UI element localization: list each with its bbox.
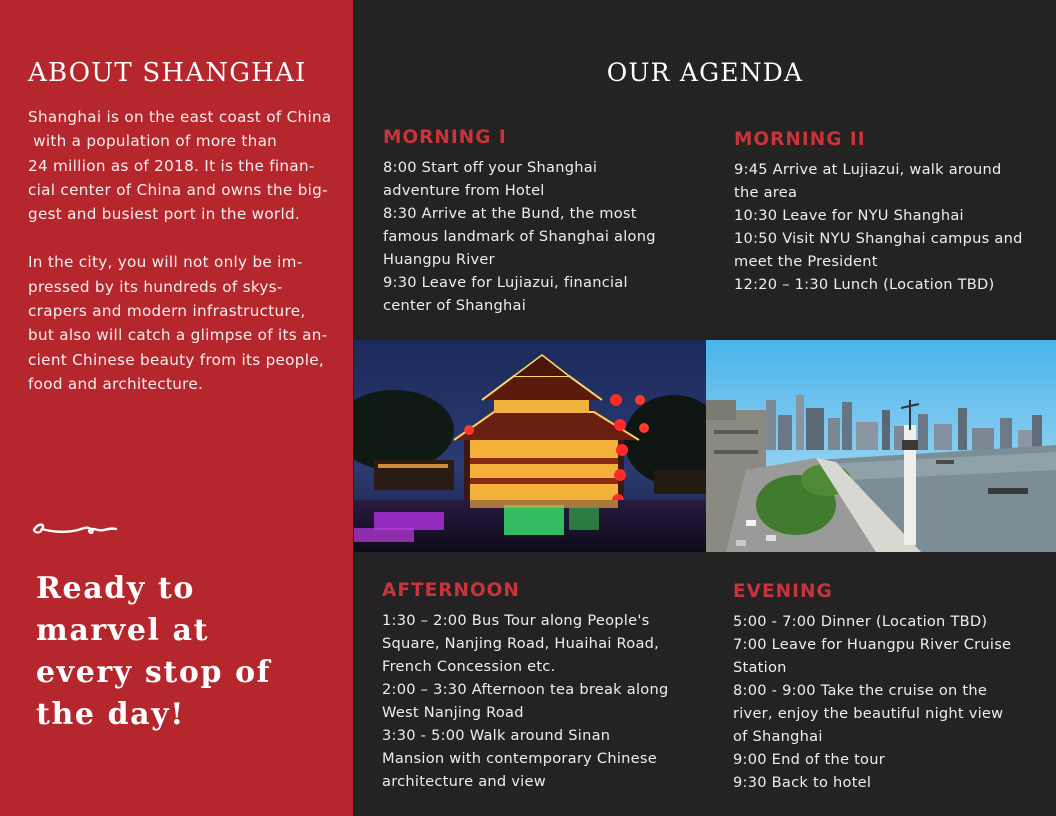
agenda-item [734,273,1023,296]
agenda-list [382,609,668,793]
about-line: with a population of more than [28,132,278,151]
about-body [28,105,340,420]
agenda-item-line: of Shanghai [733,728,823,745]
agenda-item-line: 1:30 – 2:00 Bus Tour along People's [382,612,650,629]
about-panel [0,0,353,816]
agenda-item-line: West Nanjing Road [382,704,524,721]
agenda-item-line: 2:00 – 3:30 Afternoon tea break along [382,681,669,698]
agenda-item-line: 7:00 Leave for Huangpu River Cruise [733,636,1012,653]
agenda-title: OUR AGENDA [606,58,804,87]
agenda-item-line: 12:20 – 1:30 Lunch (Location TBD) [734,276,995,293]
agenda-item [734,158,1023,204]
agenda-list [383,156,656,317]
about-line: cial center of China and owns the big- [28,180,328,199]
agenda-list [734,158,1023,296]
agenda-item-line: 9:45 Arrive at Lujiazui, walk around [734,161,1002,178]
agenda-item-line: 8:30 Arrive at the Bund, the most [383,205,637,222]
about-line: 24 million as of 2018. It is the finan- [28,156,315,175]
agenda-item [734,227,1023,273]
agenda-item-line: river, enjoy the beautiful night view [733,705,1004,722]
yuyuan-night-photo [354,340,706,552]
agenda-block-morning-2 [734,129,1023,296]
agenda-item-line: famous landmark of Shanghai along [383,228,656,245]
agenda-item-line: meet the President [734,253,878,270]
agenda-item [382,724,668,793]
agenda-item-line: Square, Nanjing Road, Huaihai Road, [382,635,660,652]
section-heading: MORNING I [383,127,507,148]
agenda-item-line: center of Shanghai [383,297,527,314]
agenda-list [733,610,1011,794]
section-heading: EVENING [733,581,833,602]
agenda-item-line: the area [734,184,798,201]
agenda-item-line: 9:30 Leave for Lujiazui, financial [383,274,628,291]
agenda-item [733,679,1011,748]
agenda-item-line: 8:00 Start off your Shanghai [383,159,598,176]
agenda-block-morning-1 [383,127,656,317]
agenda-item [383,271,656,317]
tagline-line: marvel at [36,613,210,648]
bund-skyline-photo [706,340,1056,552]
agenda-item [382,609,668,678]
agenda-item [383,202,656,271]
agenda-item-line: Station [733,659,787,676]
agenda-block-afternoon [382,580,668,793]
agenda-item-line: 9:00 End of the tour [733,751,885,768]
agenda-item-line: 10:30 Leave for NYU Shanghai [734,207,964,224]
agenda-item-line: Mansion with contemporary Chinese [382,750,657,767]
about-line: food and architecture. [28,374,204,393]
agenda-item [734,204,1023,227]
agenda-item-line: 9:30 Back to hotel [733,774,872,791]
agenda-item-line: architecture and view [382,773,546,790]
tagline-line: every stop of [36,655,272,690]
agenda-item-line: French Concession etc. [382,658,556,675]
agenda-item [733,610,1011,633]
about-line: but also will catch a glimpse of its an- [28,326,328,345]
agenda-item-line: 8:00 - 9:00 Take the cruise on the [733,682,988,699]
about-title: ABOUT SHANGHAI [28,58,307,88]
about-paragraph-1 [28,105,340,226]
agenda-block-evening [733,581,1011,794]
about-line: pressed by its hundreds of skys- [28,277,283,296]
tagline [36,568,271,736]
about-line: cient Chinese beauty from its people, [28,350,325,369]
about-line: gest and busiest port in the world. [28,205,301,224]
about-line: In the city, you will not only be im- [28,253,303,272]
tagline-line: the day! [36,697,186,732]
agenda-item-line: adventure from Hotel [383,182,545,199]
section-heading: MORNING II [734,129,866,150]
agenda-item [733,771,1011,794]
agenda-item-line: Huangpu River [383,251,495,268]
tagline-line: Ready to [36,571,195,606]
agenda-item [733,633,1011,679]
about-line: crapers and modern infrastructure, [28,302,306,321]
about-line: Shanghai is on the east coast of China [28,108,332,126]
flourish-divider-icon [32,520,118,542]
agenda-item [733,748,1011,771]
section-heading: AFTERNOON [382,580,520,601]
agenda-item-line: 5:00 - 7:00 Dinner (Location TBD) [733,613,988,630]
about-paragraph-2 [28,250,340,396]
agenda-item [383,156,656,202]
agenda-item-line: 10:50 Visit NYU Shanghai campus and [734,230,1023,247]
agenda-item-line: 3:30 - 5:00 Walk around Sinan [382,727,611,744]
agenda-item [382,678,668,724]
